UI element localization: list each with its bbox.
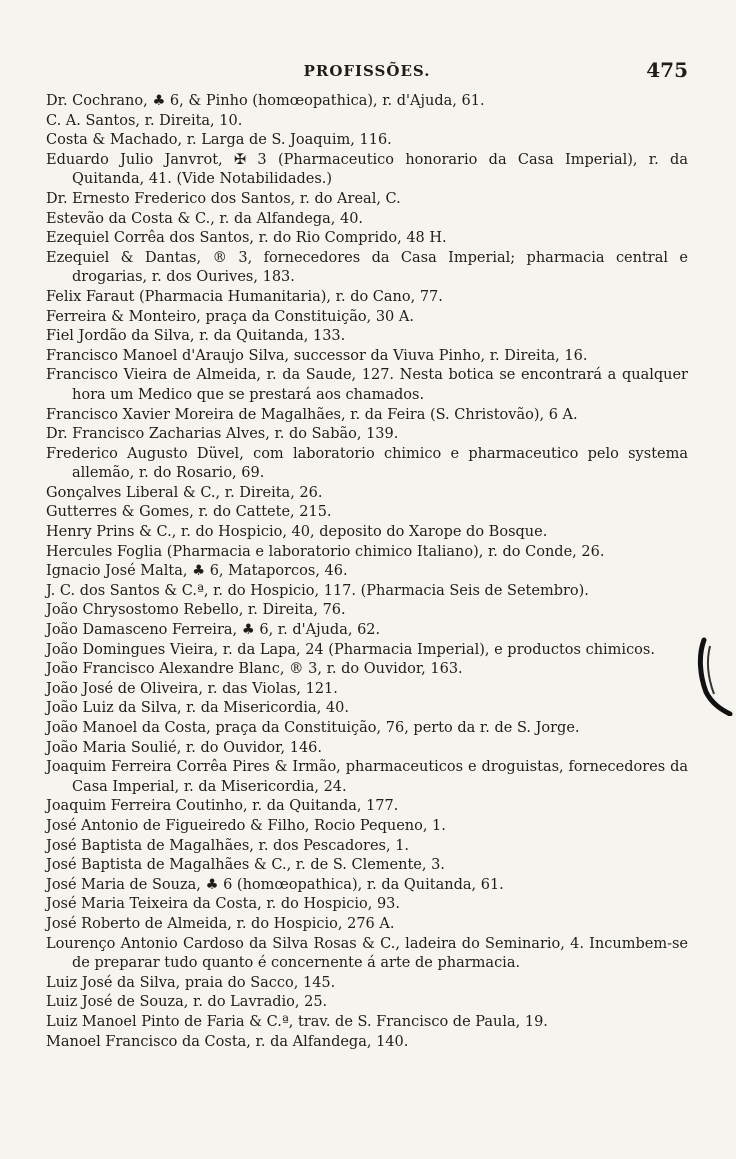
list-item: Luiz José de Souza, r. do Lavradio, 25. <box>46 994 328 1011</box>
list-item: Joaquim Ferreira Corrêa Pires & Irmão, pharmaceuticos e droguistas, fornecedores da Casa Imperial, r. da Misericordia, 24. <box>46 759 688 795</box>
list-item: João Luiz da Silva, r. da Misericordia, 40. <box>46 700 349 717</box>
list-item: Gonçalves Liberal & C., r. Direita, 26. <box>46 484 323 501</box>
list-item: João Maria Soulié, r. do Ouvidor, 146. <box>46 739 323 756</box>
list-item: Ezequiel Corrêa dos Santos, r. do Rio Comprido, 48 H. <box>46 230 447 247</box>
list-item: Ezequiel & Dantas, ® 3, fornecedores da Casa Imperial; pharmacia central e drogarias, r. dos Ourives, 183. <box>46 249 688 286</box>
list-item: Gutterres & Gomes, r. do Cattete, 215. <box>46 504 332 521</box>
list-item: Francisco Xavier Moreira de Magalhães, r. da Feira (S. Christovão), 6 A. <box>46 406 578 423</box>
list-item: Francisco Manoel d'Araujo Silva, successor da Viuva Pinho, r. Direita, 16. <box>46 347 588 364</box>
list-item: Ignacio José Malta, ♣ 6, Mataporcos, 46. <box>46 563 348 580</box>
entry-list <box>46 92 688 1052</box>
list-item: J. C. dos Santos & C.ª, r. do Hospicio, 117. (Pharmacia Seis de Setembro). <box>46 582 589 599</box>
list-item: Luiz José da Silva, praia do Sacco, 145. <box>46 974 336 991</box>
list-item: C. A. Santos, r. Direita, 10. <box>46 112 243 129</box>
list-item: João Damasceno Ferreira, ♣ 6, r. d'Ajuda, 62. <box>46 622 381 639</box>
list-item: Felix Faraut (Pharmacia Humanitaria), r. do Cano, 77. <box>46 288 443 305</box>
page-number: 475 <box>646 58 688 82</box>
list-item: João Chrysostomo Rebello, r. Direita, 76. <box>46 602 346 619</box>
bracket-mark-icon <box>696 636 736 716</box>
list-item: Dr. Ernesto Frederico dos Santos, r. do Areal, C. <box>46 190 401 207</box>
list-item: José Roberto de Almeida, r. do Hospicio, 276 A. <box>46 915 395 932</box>
page-title: PROFISSÕES. <box>303 62 431 80</box>
list-item: João Francisco Alexandre Blanc, ® 3, r. do Ouvidor, 163. <box>46 661 463 678</box>
list-item: Estevão da Costa & C., r. da Alfandega, 40. <box>46 210 364 227</box>
list-item: Luiz Manoel Pinto de Faria & C.ª, trav. de S. Francisco de Paula, 19. <box>46 1013 548 1030</box>
list-item: Henry Prins & C., r. do Hospicio, 40, deposito do Xarope do Bosque. <box>46 524 548 541</box>
list-item: José Baptista de Magalhães, r. dos Pescadores, 1. <box>46 837 410 854</box>
list-item: Ferreira & Monteiro, praça da Constituição, 30 A. <box>46 308 414 325</box>
list-item: Costa & Machado, r. Larga de S. Joaquim, 116. <box>46 132 392 149</box>
list-item: Joaquim Ferreira Coutinho, r. da Quitanda, 177. <box>46 798 399 815</box>
list-item: Francisco Vieira de Almeida, r. da Saude, 127. Nesta botica se encontrará a qualquer hora um Medico que se prestará aos chamados. <box>46 367 688 403</box>
list-item: Fiel Jordão da Silva, r. da Quitanda, 133. <box>46 328 346 345</box>
list-item: Eduardo Julio Janvrot, ✠ 3 (Pharmaceutico honorario da Casa Imperial), r. da Quitanda, 41. (Vide Notabilidades.) <box>46 151 688 188</box>
list-item: Manoel Francisco da Costa, r. da Alfandega, 140. <box>46 1033 409 1050</box>
list-item: João Manoel da Costa, praça da Constituição, 76, perto da r. de S. Jorge. <box>46 720 580 736</box>
list-item: Frederico Augusto Düvel, com laboratorio chimico e pharmaceutico pelo systema allemão, r. do Rosario, 69. <box>46 445 688 482</box>
list-item: José Maria de Souza, ♣ 6 (homœopathica), r. da Quitanda, 61. <box>46 876 504 893</box>
list-item: Hercules Foglia (Pharmacia e laboratorio chimico Italiano), r. do Conde, 26. <box>46 543 605 560</box>
list-item: José Baptista de Magalhães & C., r. de S. Clemente, 3. <box>46 857 445 874</box>
list-item: Lourenço Antonio Cardoso da Silva Rosas & C., ladeira do Seminario, 4. Incumbem-se de preparar tudo quanto é concernente á arte de pharmacia. <box>46 935 688 972</box>
list-item: João Domingues Vieira, r. da Lapa, 24 (Pharmacia Imperial), e productos chimicos. <box>46 641 655 658</box>
list-item: José Maria Teixeira da Costa, r. do Hospicio, 93. <box>46 896 401 913</box>
list-item: José Antonio de Figueiredo & Filho, Rocio Pequeno, 1. <box>46 817 446 834</box>
list-item: João José de Oliveira, r. das Violas, 121. <box>46 680 338 697</box>
list-item: Dr. Francisco Zacharias Alves, r. do Sabão, 139. <box>46 426 399 443</box>
list-item: Dr. Cochrano, ♣ 6, & Pinho (homœopathica), r. d'Ajuda, 61. <box>46 93 485 109</box>
page-header <box>46 60 688 86</box>
